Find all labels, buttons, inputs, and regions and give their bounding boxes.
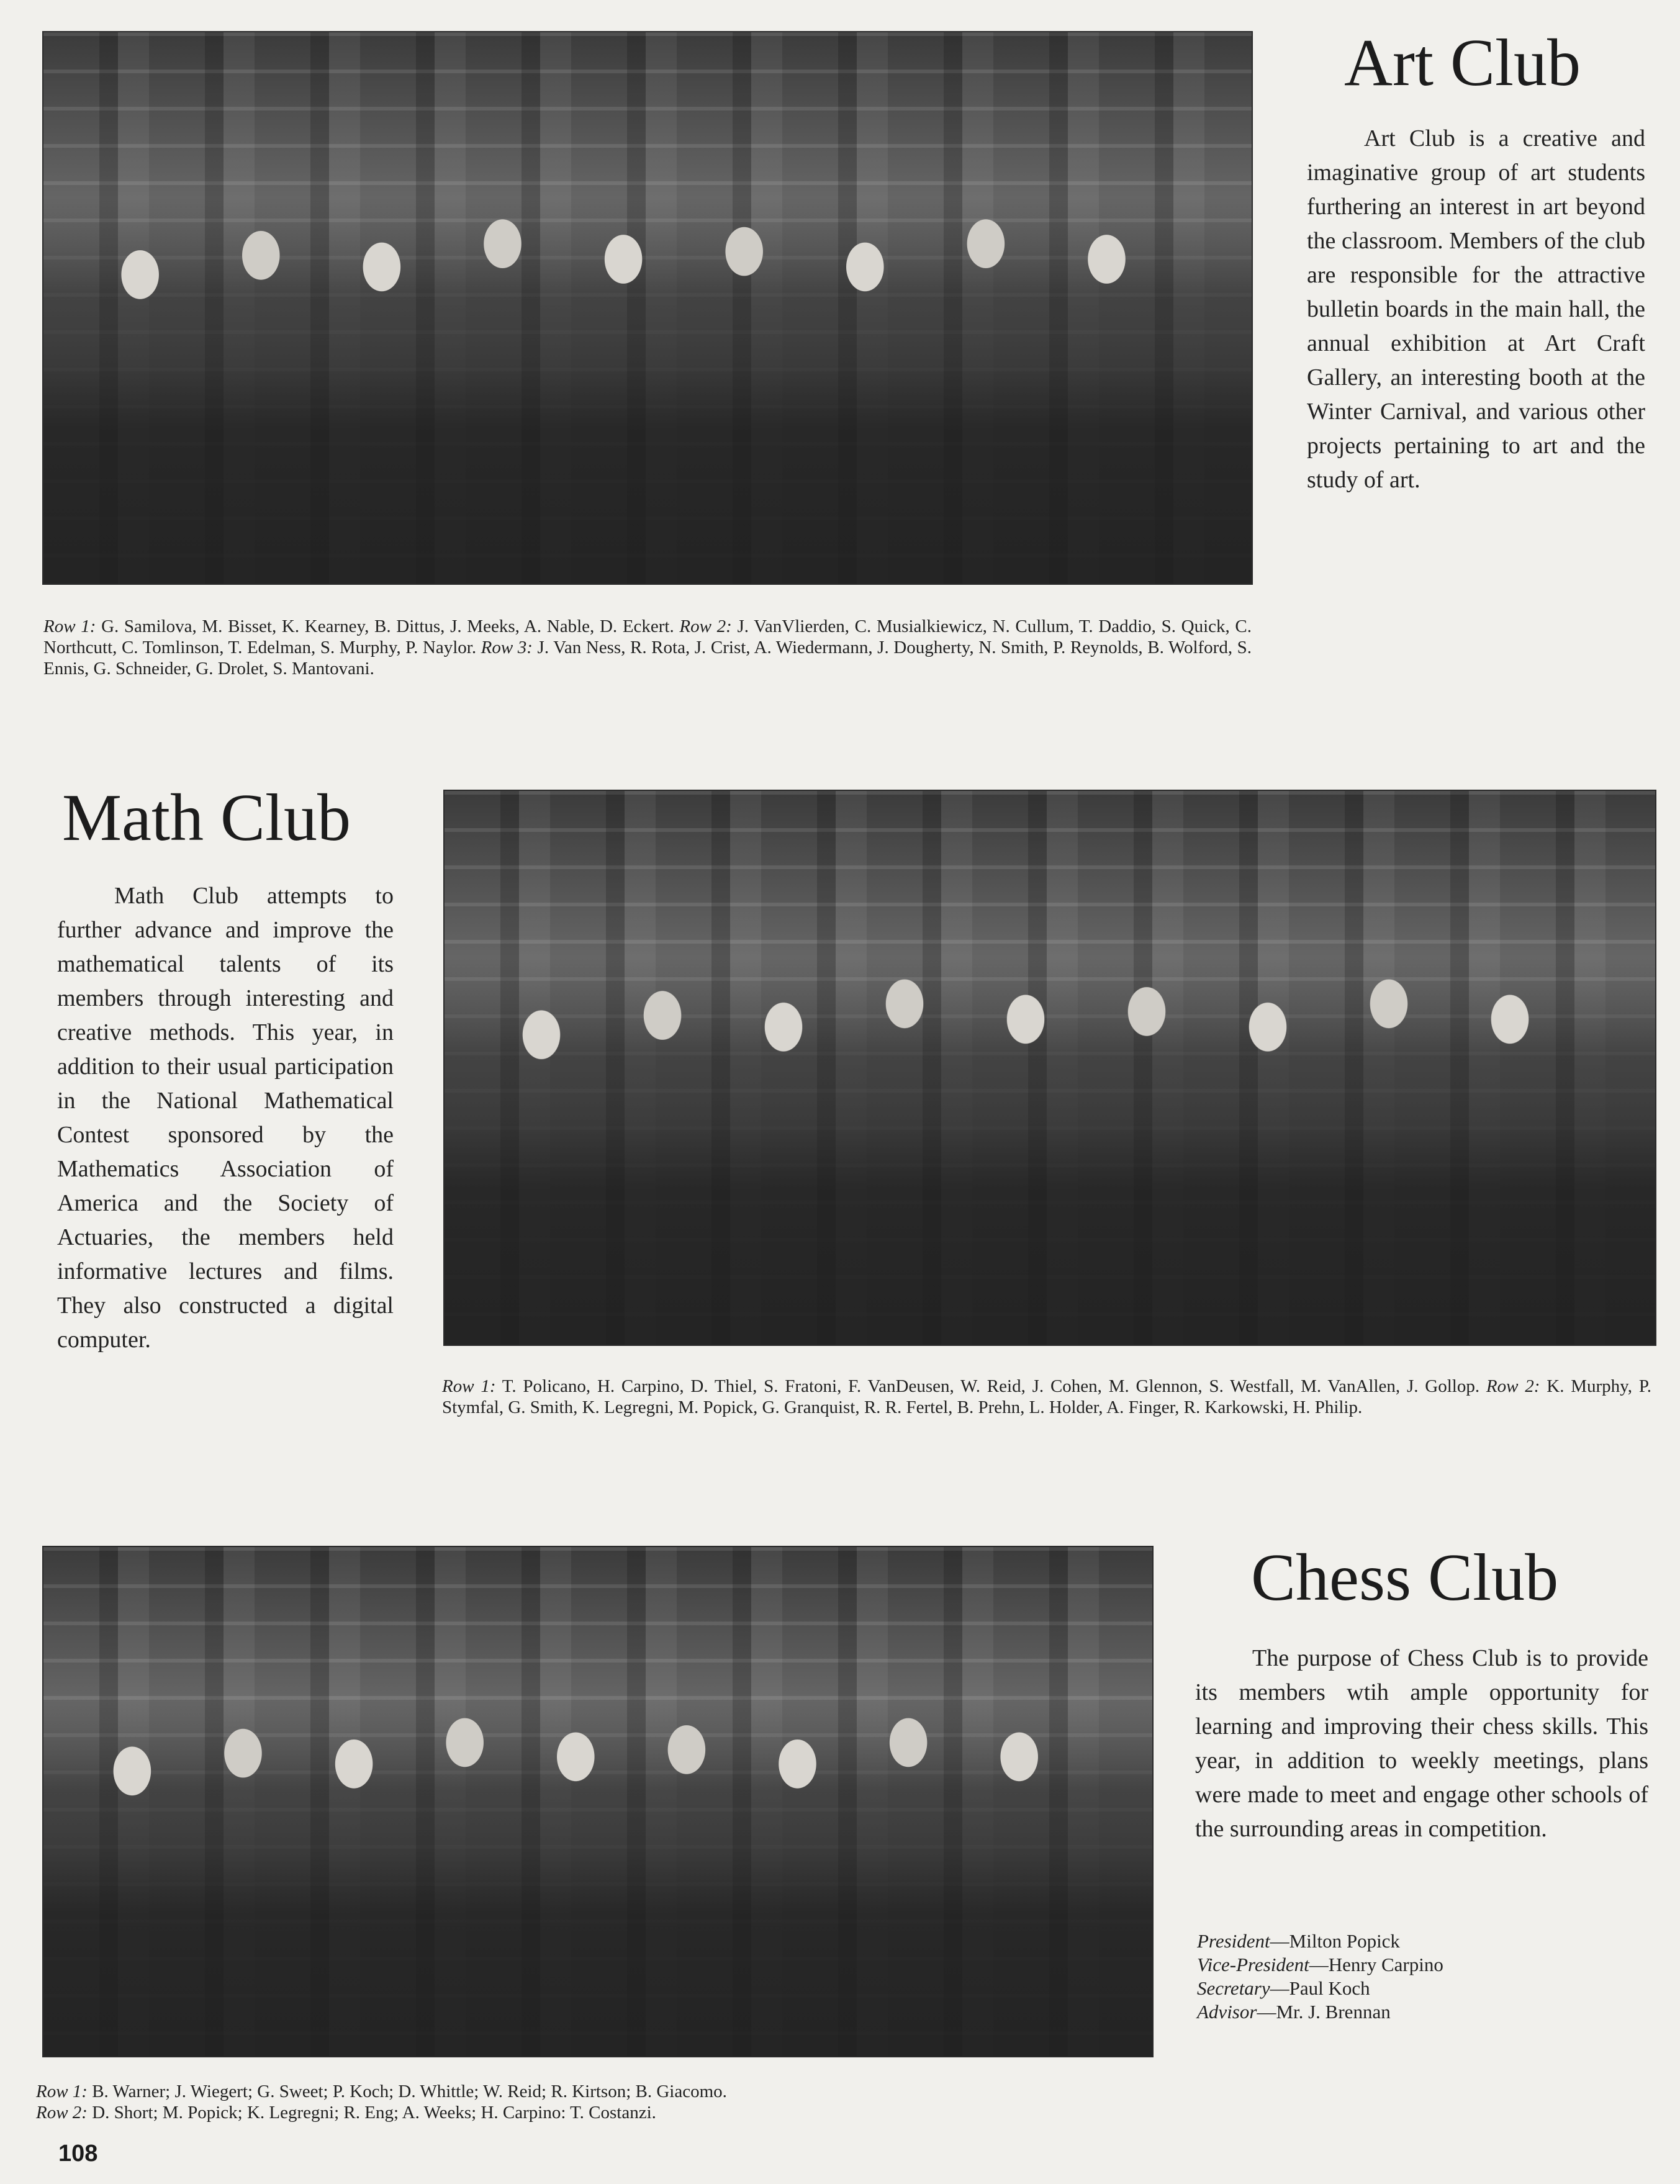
officer-role: Secretary: [1197, 1977, 1270, 1999]
art-club-group-photo: [42, 31, 1253, 585]
officer-name: —Mr. J. Brennan: [1257, 2001, 1391, 2023]
chess-club-officers: [1197, 1929, 1632, 2024]
math-club-group-photo: [443, 790, 1656, 1346]
officer-advisor: [1197, 2000, 1632, 2024]
row-label: Row 2:: [679, 616, 732, 636]
officer-president: [1197, 1929, 1632, 1953]
row-names: T. Policano, H. Carpino, D. Thiel, S. Fratoni, F. VanDeusen, W. Reid, J. Cohen, M. Glennon, S. Westfall, M. VanAllen, J. Gollop.: [502, 1376, 1480, 1396]
chess-club-description: The purpose of Chess Club is to provide its members wtih ample opportunity for learning and improving their chess skills. This year, in addition to weekly meetings, plans were made to meet and engage other schools of the surrounding areas in competition.: [1195, 1645, 1648, 1842]
art-club-caption: [43, 616, 1252, 679]
students-group: [445, 957, 1655, 1345]
math-club-caption: [442, 1376, 1651, 1418]
row-label: Row 1:: [442, 1376, 496, 1396]
chess-club-caption: [36, 2081, 1147, 2123]
row-label: Row 2:: [1486, 1376, 1540, 1396]
chess-club-group-photo: [42, 1546, 1154, 2057]
chess-club-title: Chess Club: [1251, 1541, 1559, 1615]
row-label: Row 1:: [36, 2082, 88, 2101]
caption-row-2: [36, 2102, 1147, 2123]
row-names: J. VanVlierden, C. Musialkiewicz, N. Cullum, T. Daddio, S. Quick, C. Northcutt, C. Tomlinson, T. Edelman, S. Murphy, P. Naylor.: [43, 616, 1252, 657]
math-club-description: Math Club attempts to further advance and improve the mathematical talents of its members through interesting and creative methods. This year, in addition to their usual participation in the National Mathematical Contest sponsored by the Mathematics Association of America and the Society of Actuaries, the members held informative lectures and films. They also constructed a digital computer.: [57, 883, 394, 1353]
page-number: 108: [58, 2141, 98, 2167]
row-label: Row 2:: [36, 2103, 88, 2123]
row-names: D. Short; M. Popick; K. Legregni; R. Eng; A. Weeks; H. Carpino: T. Costanzi.: [92, 2103, 656, 2123]
row-names: B. Warner; J. Wiegert; G. Sweet; P. Koch; D. Whittle; W. Reid; R. Kirtson; B. Giacomo.: [92, 2082, 727, 2101]
officer-name: —Milton Popick: [1270, 1930, 1400, 1952]
row-label: Row 3:: [481, 638, 533, 657]
row-names: J. Van Ness, R. Rota, J. Crist, A. Wiedermann, J. Dougherty, N. Smith, P. Reynolds, B. Wolford, S. Ennis, G. Schneider, G. Drolet, S. Mantovani.: [43, 638, 1252, 679]
officer-role: Vice-President: [1197, 1954, 1309, 1975]
officer-role: President: [1197, 1930, 1270, 1952]
officer-secretary: [1197, 1977, 1632, 2000]
students-group: [43, 1700, 1152, 2056]
students-group: [43, 197, 1252, 584]
row-names: G. Samilova, M. Bisset, K. Kearney, B. Dittus, J. Meeks, A. Nable, D. Eckert.: [101, 616, 674, 636]
officer-name: —Henry Carpino: [1309, 1954, 1443, 1975]
officer-vice-president: [1197, 1953, 1632, 1977]
caption-row-1: [36, 2081, 1147, 2102]
officer-name: —Paul Koch: [1270, 1977, 1370, 1999]
art-club-description: Art Club is a creative and imaginative group of art students furthering an interest in art beyond the classroom. Members of the club are responsible for the attractive bulletin boards in the main hall, the annual exhibition at Art Craft Gallery, an interesting booth at the Winter Carnival, and various other projects pertaining to art and the study of art.: [1307, 125, 1645, 493]
row-label: Row 1:: [43, 616, 96, 636]
officer-role: Advisor: [1197, 2001, 1257, 2023]
art-club-title: Art Club: [1344, 26, 1581, 100]
math-club-title: Math Club: [62, 781, 351, 855]
row-names: K. Murphy, P. Stymfal, G. Smith, K. Legregni, M. Popick, G. Granquist, R. R. Fertel, B. Prehn, L. Holder, A. Finger, R. Karkowski, H. Philip.: [442, 1376, 1652, 1417]
